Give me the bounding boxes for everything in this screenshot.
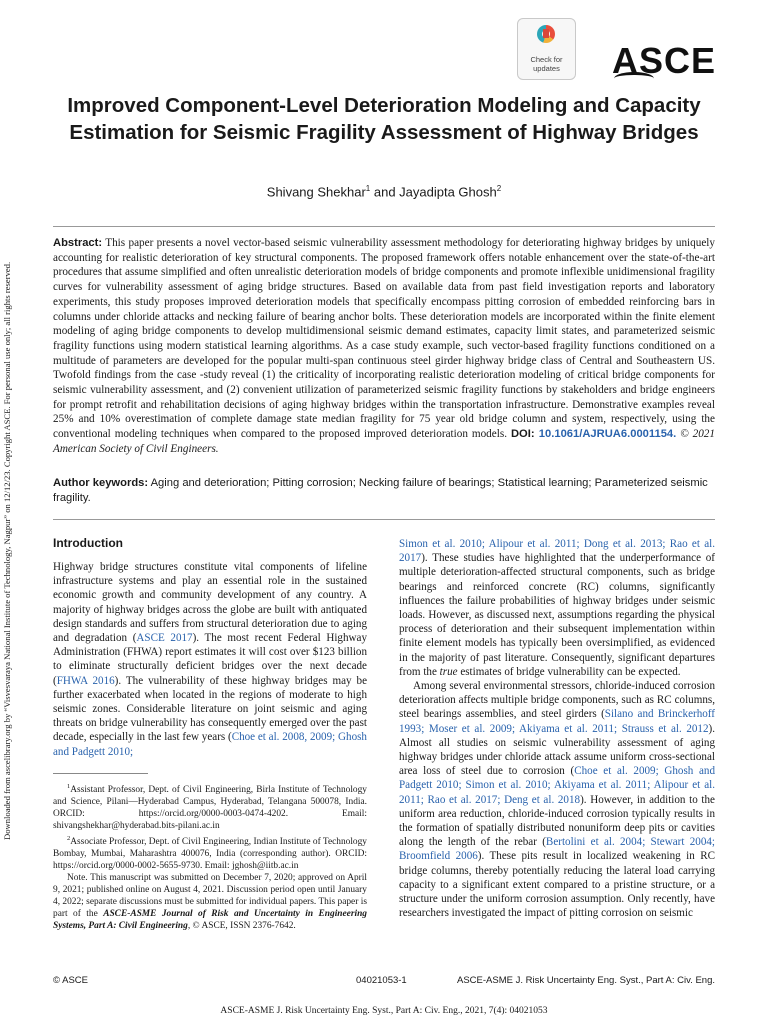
right-text-2d: ). These pits result in localized weakening in RC bridge columns, thereby potentially reducing the lateral load carrying capacity to a significant extent compared to a pristine structure, or a structure under the uniform corrosion assumption. Only recently, have researchers investigated the impact of pitting corrosion on seismic bbox=[399, 850, 716, 920]
footer-copyright: © ASCE bbox=[53, 975, 88, 986]
note-text-b: , © ASCE, ISSN 2376-7642. bbox=[187, 921, 296, 932]
footnote-2-mark: 2 bbox=[67, 834, 71, 842]
ref-choe-ghosh[interactable]: Choe et al. 2008, 2009; Ghosh and Padgett 2010; bbox=[53, 731, 367, 758]
keywords-label: Author keywords: bbox=[53, 477, 149, 489]
manuscript-note bbox=[53, 872, 367, 932]
ref-asce-2017[interactable]: ASCE 2017 bbox=[136, 632, 193, 645]
footnote-rule bbox=[53, 773, 148, 774]
download-watermark-text: Downloaded from ascelibrary.org by “Visvesvaraya National Institute of Technology, Nagpur” on 12/12/23. Copyright ASCE. For personal use only; all rights reserved. bbox=[2, 261, 12, 840]
check-for-updates-badge[interactable] bbox=[517, 18, 576, 80]
author-keywords bbox=[53, 476, 715, 505]
footnote-1-text: Assistant Professor, Dept. of Civil Engineering, Birla Institute of Technology and Science, Pilani—Hyderabad Campus, Hyderabad, Telangana 500078, India. ORCID: https://orcid.org/0000-0003-0474-4202. Email: shivangshekhar@hyderabad.bits-pilani.ac.in bbox=[53, 785, 367, 832]
footnote-1 bbox=[53, 781, 367, 833]
abstract-text: This paper presents a novel vector-based seismic vulnerability assessment methodology for deteriorating highway bridges by uniquely accounting for realistic deterioration of key structural components. The proposed framework offers notable enhancement over the state-of-the-art procedures that assume simplified and often unrealistic deterioration models of bridge components and promote inflexible unidimensional fragility curves for vulnerability assessment of aging bridge structures. Based on available data from past field investigation reports and laboratory experiments, this study proposes improved deterioration models that specifically encompass pitting corrosion of embedded reinforcing bars in columns under chloride attacks and necking failure of bearing anchor bolts. These deterioration models are incorporated within the finite element modeling of aging bridge components to develop multidimensional seismic demand estimates, capacity limit states, and parameterized seismic fragility functions using modern statistical learning algorithms. As a case study example, such vector-based fragility functions conditioned on a multitude of parameters are developed for the popular multi-span continuous steel girder highway bridge class of Central and Southeastern US. Twofold findings from the case -study reveal (1) the criticality of incorporating realistic deterioration modeling of critical bridge components for seismic vulnerability assessment, and (2) convenient utilization of parameterized seismic fragility functions by stakeholders and bridge engineers for prompt retrofit and rehabilitation decisions of aging highway bridges within the transportation infrastructure. Demonstrative examples reveal 25% and 10% overestimation of complete damage state median fragility for 75 year old bridge column and system, respectively, using the conventional modeling techniques when compared to the proposed improved deterioration models. bbox=[53, 237, 715, 441]
footnote-1-mark: 1 bbox=[67, 783, 71, 790]
author-conjunction: and bbox=[370, 184, 400, 200]
abstract-top-rule bbox=[53, 226, 715, 227]
ref-fhwa-2016[interactable]: FHWA 2016 bbox=[56, 674, 115, 687]
ref-group-2[interactable]: Silano and Brinckerhoff 1993; Moser et al. 2009; Akiyama et al. 2011; Strauss et al. 2012 bbox=[399, 708, 715, 735]
journal-name: ASCE-ASME Journal of Risk and Uncertainty in Engineering Systems, Part A: Civil Engineering bbox=[53, 909, 367, 932]
right-column bbox=[399, 537, 715, 920]
author-2: Jayadipta Ghosh bbox=[399, 184, 497, 200]
right-text-2c: ). However, in addition to the uniform area reduction, chloride-induced corrosion typically results in the formation of spatially distributed nonuniform deep pits or cavities along the length of the rebar ( bbox=[399, 793, 715, 849]
ref-group-3[interactable]: Choe et al. 2009; Ghosh and Padgett 2010; Simon et al. 2010; Akiyama et al. 2011; Alipour et al. 2011; Rao et al. 2017; Deng et al. 2018 bbox=[399, 765, 715, 806]
doi-link[interactable]: 10.1061/AJRUA6.0001154. bbox=[534, 428, 677, 441]
check-for-updates-label bbox=[518, 55, 575, 73]
badge-line-1: Check for bbox=[530, 55, 563, 64]
right-text-1: ). These studies have highlighted that the underperformance of multiple deterioration-affected structural components, such as bridge bearings and reinforced concrete (RC) columns, significantly influences the failure probabilities of highway bridges under seismic loads. However, as discussed next, assumptions regarding the physical process of deterioration and their subsequent implementation within finite element models has typically been oversimplified, as evidenced in the majority of past literature. Consequently, significant departures from the bbox=[399, 552, 715, 678]
author-2-affiliation: 2 bbox=[496, 184, 502, 193]
abstract bbox=[53, 236, 715, 457]
download-watermark bbox=[2, 160, 16, 840]
author-1: Shivang Shekhar bbox=[266, 184, 366, 200]
abstract-copyright: © 2021 American Society of Civil Engineers. bbox=[53, 428, 715, 455]
badge-line-2: updates bbox=[533, 64, 560, 73]
footer-journal: ASCE-ASME J. Risk Uncertainty Eng. Syst., Part A: Civ. Eng. bbox=[457, 975, 715, 986]
emphasis-true: true bbox=[439, 665, 458, 678]
intro-text-a: Highway bridge structures constitute vital components of lifeline infrastructure systems and play an essential role in the sustained economic growth and community development of any country. A majority of highway bridges across the globe are built with antiquated design standards and suffers from structural deterioration due to aging and degradation ( bbox=[53, 561, 367, 645]
asce-logo-swoosh bbox=[614, 72, 654, 85]
keywords-bottom-rule bbox=[53, 519, 715, 520]
author-1-affiliation: 1 bbox=[365, 184, 371, 193]
footnote-2-text: Associate Professor, Dept. of Civil Engineering, Indian Institute of Technology Bombay, Mumbai, Maharashtra 400076, India (corresponding author). ORCID: https://orcid.org/0000-0002-5655-9730. Email: jghosh@iitb.ac.in bbox=[53, 836, 367, 871]
intro-text-c: ). The vulnerability of these highway bridges may be further exacerbated when located in the regions of moderate to high seismic zones. Considerable literature on joint seismic and aging threats on bridge vulnerability has consequently emerged over the past decade, especially in the last few years ( bbox=[53, 674, 367, 744]
left-column bbox=[53, 560, 367, 759]
right-text-2a: Among several environmental stressors, chloride-induced corrosion deterioration affects multiple bridge components, such as RC columns, steel bearings assemblies, and steel girders ( bbox=[399, 680, 715, 721]
right-paragraph-1 bbox=[399, 537, 715, 679]
right-text-1-end: estimates of bridge vulnerability can be expected. bbox=[457, 665, 681, 678]
ref-group-1[interactable]: Simon et al. 2010; Alipour et al. 2011; Dong et al. 2013; Rao et al. 2017 bbox=[399, 538, 715, 565]
footnote-2 bbox=[53, 833, 367, 872]
ref-group-4[interactable]: Bertolini et al. 2004; Stewart 2004; Broomfield 2006 bbox=[399, 836, 715, 863]
doi-label: DOI: bbox=[510, 428, 535, 441]
asce-logo bbox=[612, 38, 716, 86]
paper-title: Improved Component-Level Deterioration Modeling and Capacity Estimation for Seismic Fragility Assessment of Highway Bridges bbox=[67, 94, 701, 144]
author-line bbox=[60, 184, 708, 199]
asce-logo-text: ASCE bbox=[612, 40, 717, 81]
citation-line: ASCE-ASME J. Risk Uncertainty Eng. Syst., Part A: Civ. Eng., 2021, 7(4): 04021053 bbox=[220, 1006, 548, 1016]
note-text-a: Note. This manuscript was submitted on December 7, 2020; approved on April 9, 2021; published online on August 4, 2021. Discussion period open until January 4, 2022; separate discussions must be submitted for individual papers. This paper is part of the bbox=[53, 872, 367, 920]
section-heading-introduction: Introduction bbox=[53, 536, 123, 550]
right-paragraph-2 bbox=[399, 679, 715, 920]
keywords-text: Aging and deterioration; Pitting corrosion; Necking failure of bearings; Statistical learning; Parameterized seismic fragility. bbox=[53, 477, 708, 504]
footer-article-number: 04021053-1 bbox=[356, 975, 407, 986]
abstract-label: Abstract: bbox=[53, 237, 103, 249]
right-text-2b: ). Almost all studies on seismic vulnerability assessment of aging highway bridges under chloride attack assume uniform cross-sectional area loss of steel due to corrosion ( bbox=[399, 722, 715, 778]
bookmark-icon bbox=[543, 29, 549, 38]
footnotes bbox=[53, 781, 367, 932]
intro-text-b: ). The most recent Federal Highway Administration (FHWA) report estimates it will cost over $123 billion to eliminate structurally deficient bridges over the next decade ( bbox=[53, 632, 367, 687]
intro-paragraph-1 bbox=[53, 560, 367, 759]
page-footer bbox=[53, 975, 715, 989]
